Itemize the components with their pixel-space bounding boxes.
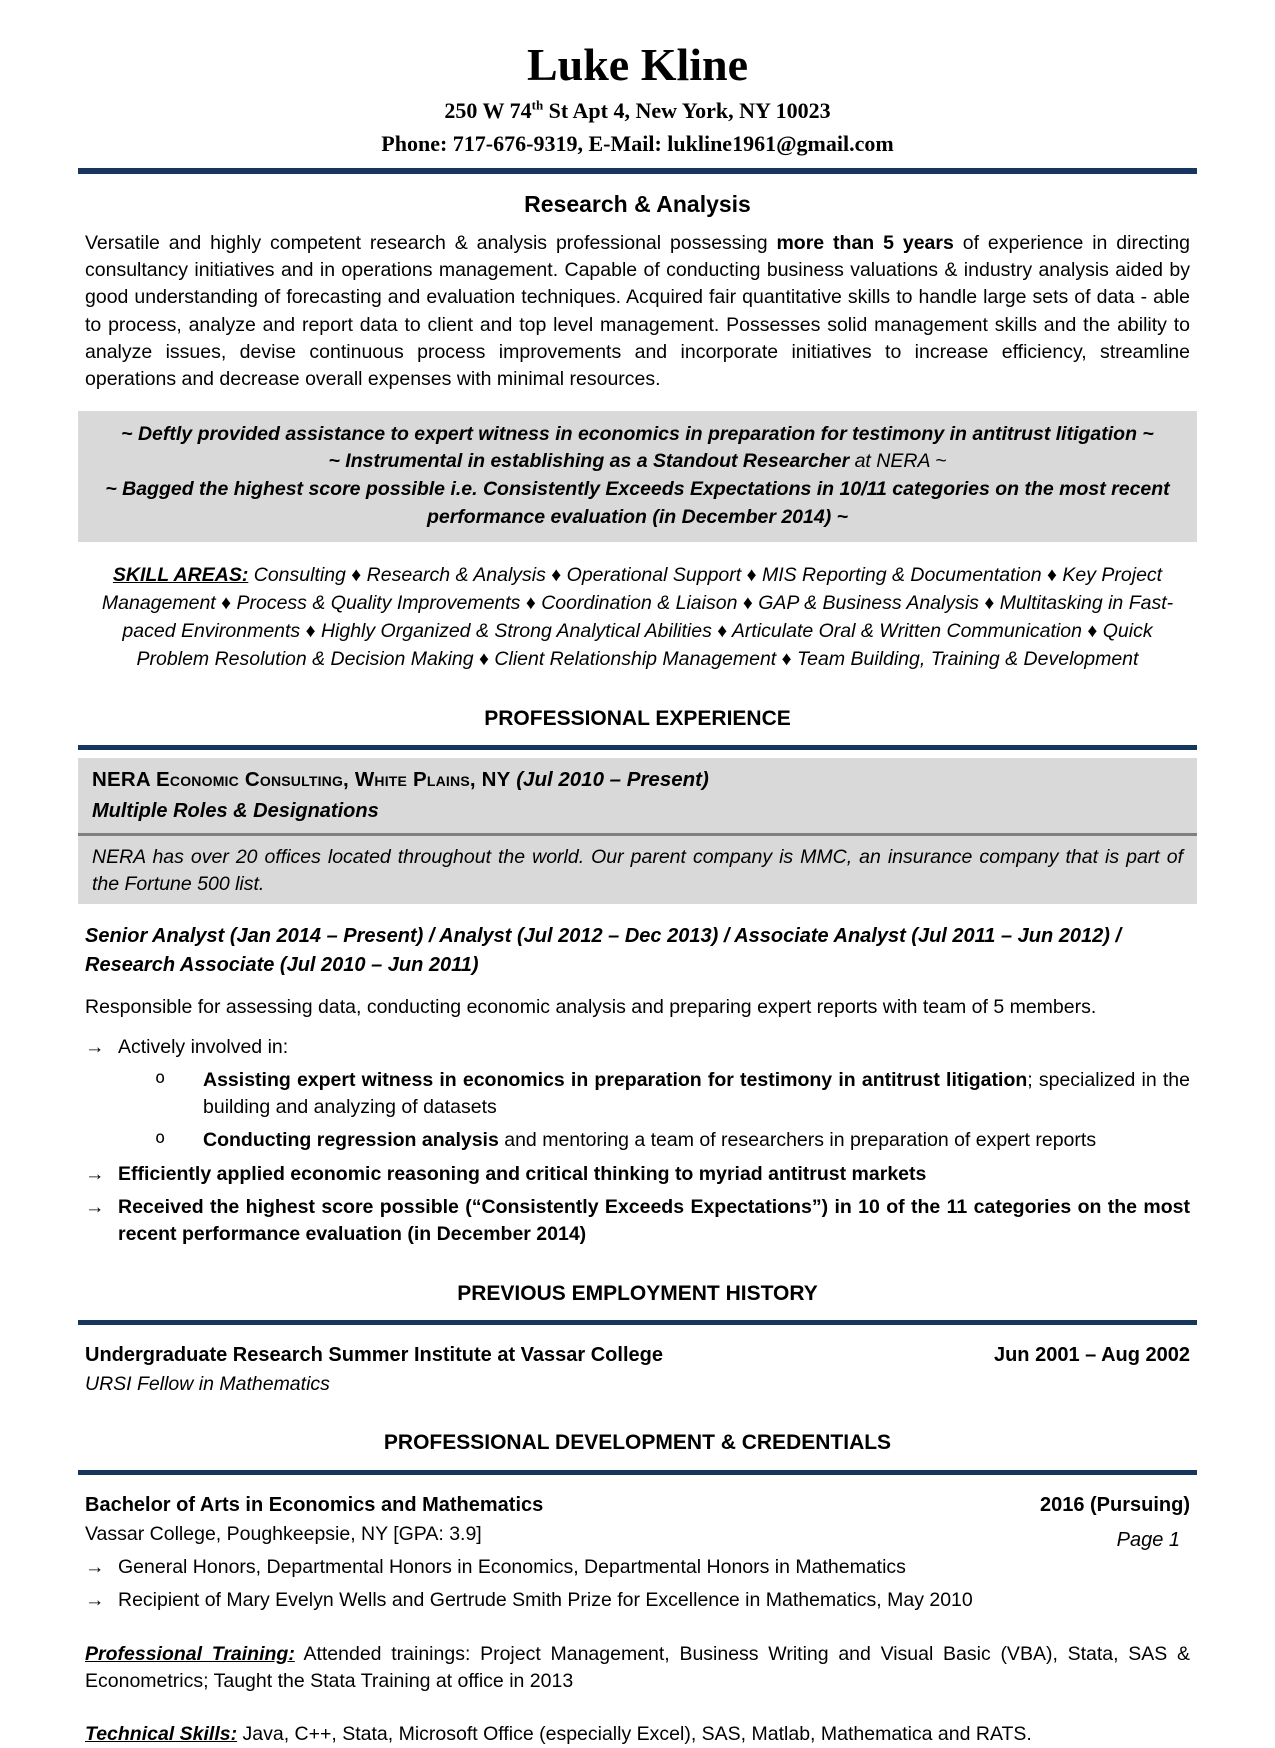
bullet-text: Received the highest score possible (“Consistently Exceeds Expectations”) in 10 of the 11 categories on the most recent performance evaluation (in December 2014) bbox=[118, 1196, 1190, 1246]
technical-skills-text: Java, C++, Stata, Microsoft Office (especially Excel), SAS, Matlab, Mathematica and RATS. bbox=[237, 1723, 1032, 1746]
arrow-bullet-icon: → bbox=[85, 1162, 105, 1185]
arrow-bullet-icon: → bbox=[85, 1555, 105, 1578]
summary-text-2: of experience in directing consultancy initiatives and in operations management. Capable of conducting business valuations & industry analysis aided by good understanding of forecasting and evaluation techniques. Acquired fair quantitative skills to handle large sets of data - able to process, analyze and report data to client and top level management. Possesses solid management skills and the ability to analyze issues, devise continuous process improvements and incorporate initiatives to increase efficiency, streamline operations and decrease overall expenses with minimal resources. bbox=[85, 231, 1190, 391]
arrow-bullet-icon: → bbox=[85, 1196, 105, 1219]
job-titles-line: Senior Analyst (Jan 2014 – Present) / Analyst (Jul 2012 – Dec 2013) / Associate Analyst (Jul 2011 – Jun 2012) / Research Associate (Jul 2010 – Jun 2011) bbox=[85, 925, 1122, 977]
employer-description: NERA has over 20 offices located throughout the world. Our parent company is MMC, an insurance company that is part of the Fortune 500 list. bbox=[92, 845, 1183, 895]
resume-title: Research & Analysis bbox=[524, 190, 751, 217]
degree-title: Bachelor of Arts in Economics and Mathematics bbox=[85, 1493, 544, 1516]
address-ordinal-suffix: th bbox=[531, 97, 544, 113]
section-heading-previous-employment: PREVIOUS EMPLOYMENT HISTORY bbox=[457, 1281, 818, 1305]
degree-row bbox=[85, 1491, 1190, 1519]
bullet-item bbox=[85, 1034, 1190, 1061]
arrow-bullet-icon: → bbox=[85, 1035, 105, 1058]
professional-training-paragraph bbox=[85, 1641, 1190, 1696]
school-line: Vassar College, Poughkeepsie, NY [GPA: 3.9] bbox=[85, 1522, 482, 1545]
bullet-text: Efficiently applied economic reasoning and critical thinking to myriad antitrust markets bbox=[118, 1162, 927, 1185]
sub-bullet-item bbox=[155, 1127, 1190, 1154]
employer-name: NERA Economic Consulting, White Plains, NY bbox=[92, 767, 511, 791]
employer-dates: (Jul 2010 – Present) bbox=[510, 767, 709, 791]
address-line bbox=[85, 97, 1190, 125]
summary-paragraph bbox=[85, 230, 1190, 394]
education-bullet-list bbox=[85, 1554, 1190, 1615]
employer-block-divider bbox=[78, 833, 1197, 836]
circle-bullet-icon: o bbox=[155, 1067, 166, 1088]
sub-bullet-text bbox=[203, 1127, 1190, 1154]
contact-line: Phone: 717-676-9319, E-Mail: lukline1961@gmail.com bbox=[381, 131, 894, 157]
address-pre: 250 W 74 bbox=[444, 97, 532, 123]
employer-name-line bbox=[92, 766, 1183, 795]
professional-experience-rule bbox=[78, 745, 1197, 750]
previous-employment-rule bbox=[78, 1320, 1197, 1325]
skill-areas-label: SKILL AREAS: bbox=[112, 564, 249, 587]
sub-bullet-bold: Conducting regression analysis bbox=[203, 1129, 499, 1152]
bullet-text: General Honors, Departmental Honors in Economics, Departmental Honors in Mathematics bbox=[118, 1555, 906, 1578]
highlight-line-2-bold: ~ Instrumental in establishing as a Standout Researcher bbox=[328, 450, 850, 473]
highlight-line-3: ~ Bagged the highest score possible i.e. Consistently Exceeds Expectations in 10/11 categories on the most recent performance evaluation (in December 2014) ~ bbox=[105, 478, 1170, 529]
summary-bold-phrase: more than 5 years bbox=[776, 231, 954, 254]
section-heading-professional-experience: PROFESSIONAL EXPERIENCE bbox=[484, 706, 791, 730]
development-credentials-rule bbox=[78, 1470, 1197, 1475]
section-heading-development-credentials: PROFESSIONAL DEVELOPMENT & CREDENTIALS bbox=[383, 1431, 892, 1455]
bullet-item bbox=[85, 1194, 1190, 1249]
summary-text-1: Versatile and highly competent research & analysis professional possessing bbox=[85, 231, 777, 254]
employer-block bbox=[78, 758, 1197, 904]
bullet-text: Actively involved in: bbox=[118, 1035, 289, 1058]
previous-employer-dates: Jun 2001 – Aug 2002 bbox=[993, 1344, 1190, 1366]
circle-bullet-icon: o bbox=[155, 1128, 166, 1149]
degree-date: 2016 (Pursuing) bbox=[1039, 1493, 1190, 1516]
sub-bullet-text bbox=[203, 1067, 1190, 1122]
highlight-line-2 bbox=[92, 448, 1183, 476]
professional-training-label: Professional Training: bbox=[85, 1642, 295, 1665]
page-number: Page 1 bbox=[1116, 1529, 1180, 1551]
highlight-line-1: ~ Deftly provided assistance to expert witness in economics in preparation for testimony in antitrust litigation ~ bbox=[121, 422, 1154, 445]
responsibility-line: Responsible for assessing data, conducting economic analysis and preparing expert reports with team of 5 members. bbox=[85, 996, 1097, 1019]
sub-bullet-item bbox=[155, 1067, 1190, 1122]
arrow-bullet-icon: → bbox=[85, 1589, 105, 1612]
bullet-item bbox=[85, 1161, 1190, 1188]
professional-training-text: Attended trainings: Project Management, Business Writing and Visual Basic (VBA), Stata, SAS & Econometrics; Taught the Stata Training at office in 2013 bbox=[85, 1642, 1190, 1692]
employer-subtitle: Multiple Roles & Designations bbox=[92, 799, 379, 822]
candidate-name: Luke Kline bbox=[526, 39, 749, 90]
sub-bullet-rest: ; specialized in the building and analyzing of datasets bbox=[203, 1068, 1190, 1119]
sub-bullet-bold: Assisting expert witness in economics in preparation for testimony in antitrust litigation bbox=[203, 1068, 1028, 1091]
sub-bullet-rest: and mentoring a team of researchers in preparation of expert reports bbox=[498, 1129, 1097, 1152]
address-post: St Apt 4, New York, NY 10023 bbox=[543, 97, 831, 123]
technical-skills-paragraph bbox=[85, 1721, 1190, 1748]
experience-bullet-list bbox=[85, 1034, 1190, 1249]
header-divider-rule bbox=[78, 168, 1197, 174]
bullet-text: Recipient of Mary Evelyn Wells and Gertrude Smith Prize for Excellence in Mathematics, May 2010 bbox=[118, 1589, 973, 1612]
previous-employer-title: Undergraduate Research Summer Institute at Vassar College bbox=[85, 1344, 663, 1366]
previous-employment-row bbox=[85, 1341, 1190, 1369]
highlight-line-2-normal: at NERA ~ bbox=[849, 450, 947, 473]
bullet-item bbox=[85, 1587, 1190, 1614]
skill-areas-paragraph bbox=[85, 562, 1190, 674]
highlights-box bbox=[78, 411, 1197, 543]
skill-areas-list: Consulting ♦ Research & Analysis ♦ Operational Support ♦ MIS Reporting & Documentation ♦ Key Project Management ♦ Process & Quality Improvements ♦ Coordination & Liaison ♦ GAP & Business Analysis ♦ Multitasking in Fast-paced Environments ♦ Highly Organized & Strong Analytical Abilities ♦ Articulate Oral & Written Communication ♦ Quick Problem Resolution & Decision Making ♦ Client Relationship Management ♦ Team Building, Training & Development bbox=[101, 564, 1174, 670]
bullet-item bbox=[85, 1554, 1190, 1581]
previous-employer-role: URSI Fellow in Mathematics bbox=[85, 1373, 330, 1395]
technical-skills-label: Technical Skills: bbox=[85, 1723, 238, 1746]
